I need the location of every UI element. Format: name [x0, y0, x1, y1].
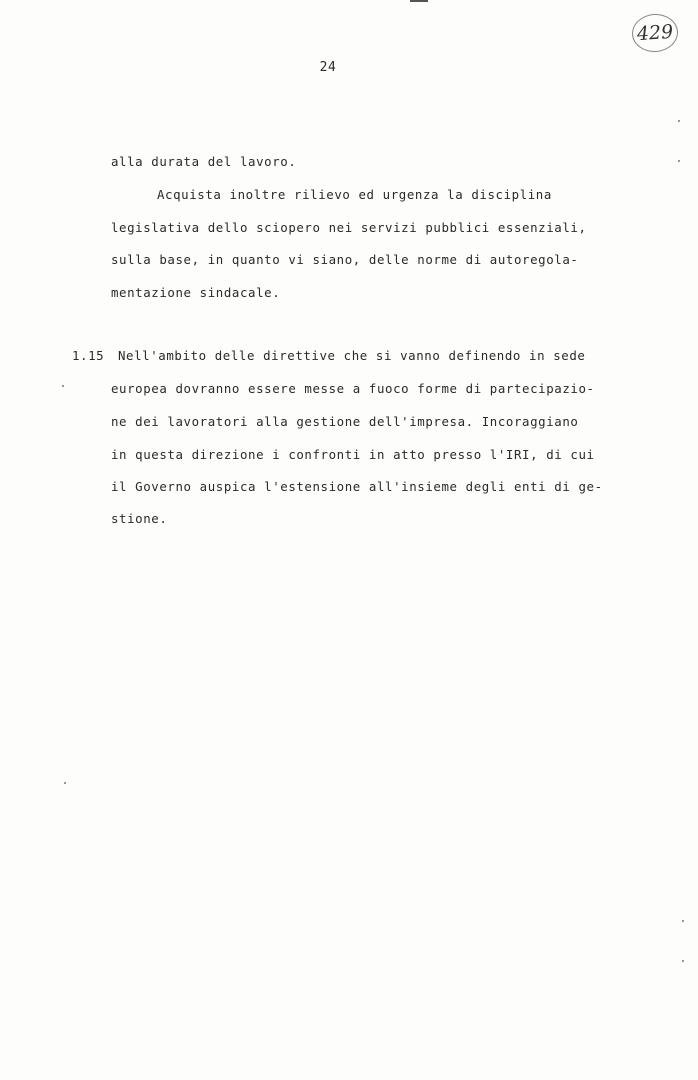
text-line: il Governo auspica l'estensione all'insieme degli enti di ge- — [111, 479, 603, 494]
text-line: Nell'ambito delle direttive che si vanno definendo in sede — [118, 348, 586, 363]
text-line: in questa direzione i confronti in atto presso l'IRI, di cui — [111, 447, 595, 462]
text-line: Acquista inoltre rilievo ed urgenza la disciplina — [157, 187, 552, 202]
text-line: ne dei lavoratori alla gestione dell'impresa. Incoraggiano — [111, 414, 579, 429]
text-line: alla durata del lavoro. — [111, 154, 297, 169]
scan-speck — [64, 782, 66, 784]
section-number: 1.15 — [72, 348, 105, 363]
scan-speck — [678, 160, 680, 162]
scan-speck — [62, 385, 64, 387]
scan-speck — [682, 960, 684, 962]
text-line: mentazione sindacale. — [111, 285, 281, 300]
scan-speck — [682, 920, 684, 922]
text-line: europea dovranno essere messe a fuoco forme di partecipazio- — [111, 381, 595, 396]
text-line: stione. — [111, 511, 168, 526]
page-number: 24 — [319, 60, 337, 75]
top-edge-mark — [410, 0, 428, 2]
archive-page-stamp: 429 — [631, 12, 680, 53]
scan-speck — [678, 120, 680, 122]
text-line: legislativa dello sciopero nei servizi pubblici essenziali, — [111, 220, 587, 235]
text-line: sulla base, in quanto vi siano, delle norme di autoregola- — [111, 252, 579, 267]
